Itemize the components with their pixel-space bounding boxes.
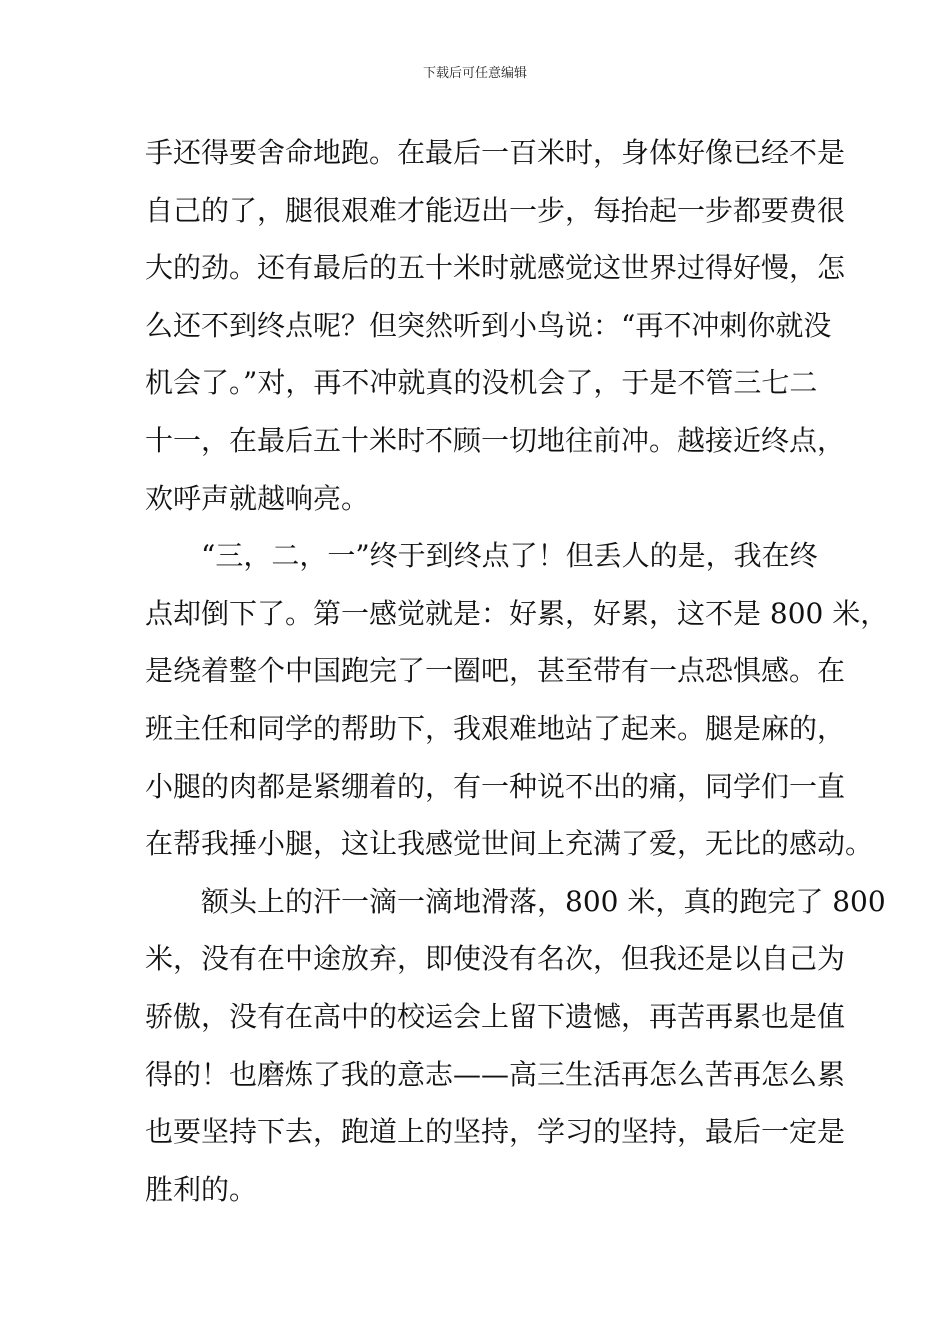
- text-line: 机会了。”对，再不冲就真的没机会了，于是不管三七二: [145, 366, 818, 400]
- text-line: 班主任和同学的帮助下，我艰难地站了起来。腿是麻的，: [145, 711, 846, 745]
- text-line: 点却倒下了。第一感觉就是：好累，好累，这不是 800 米，: [145, 596, 889, 630]
- paragraph: [145, 124, 846, 527]
- paragraph: [145, 873, 886, 1219]
- page-header: 下载后可任意编辑: [422, 66, 527, 81]
- text-line: 大的劲。还有最后的五十米时就感觉这世界过得好慢，怎: [145, 251, 846, 285]
- text-line: 得的！也磨炼了我的意志——高三生活再怎么苦再怎么累: [145, 1057, 846, 1091]
- text-line: 在帮我捶小腿，这让我感觉世间上充满了爱，无比的感动。: [145, 827, 874, 861]
- text-line: 自己的了，腿很艰难才能迈出一步，每抬起一步都要费很: [145, 193, 846, 227]
- text-line: 十一，在最后五十米时不顾一切地往前冲。越接近终点，: [145, 423, 846, 457]
- paragraph: [145, 527, 889, 873]
- text-line: 手还得要舍命地跑。在最后一百米时，身体好像已经不是: [145, 136, 846, 169]
- text-line: 是绕着整个中国跑完了一圈吧，甚至带有一点恐惧感。在: [145, 654, 846, 688]
- text-line: 骄傲，没有在高中的校运会上留下遗憾，再苦再累也是值: [145, 999, 846, 1033]
- text-line: 么还不到终点呢？但突然听到小鸟说：“再不冲刺你就没: [145, 308, 832, 342]
- text-line: 欢呼声就越响亮。: [145, 481, 370, 515]
- text-line: 胜利的。: [145, 1172, 258, 1206]
- text-line: 也要坚持下去，跑道上的坚持，学习的坚持，最后一定是: [145, 1115, 846, 1149]
- text-line: 额头上的汗一滴一滴地滑落，800 米，真的跑完了 800: [201, 884, 886, 918]
- text-line: 米，没有在中途放弃，即使没有名次，但我还是以自己为: [145, 942, 846, 976]
- document-body: [145, 124, 889, 1218]
- text-line: “三，二，一”终于到终点了！但丢人的是，我在终: [201, 539, 818, 573]
- text-line: 小腿的肉都是紧绷着的，有一种说不出的痛，同学们一直: [145, 769, 846, 803]
